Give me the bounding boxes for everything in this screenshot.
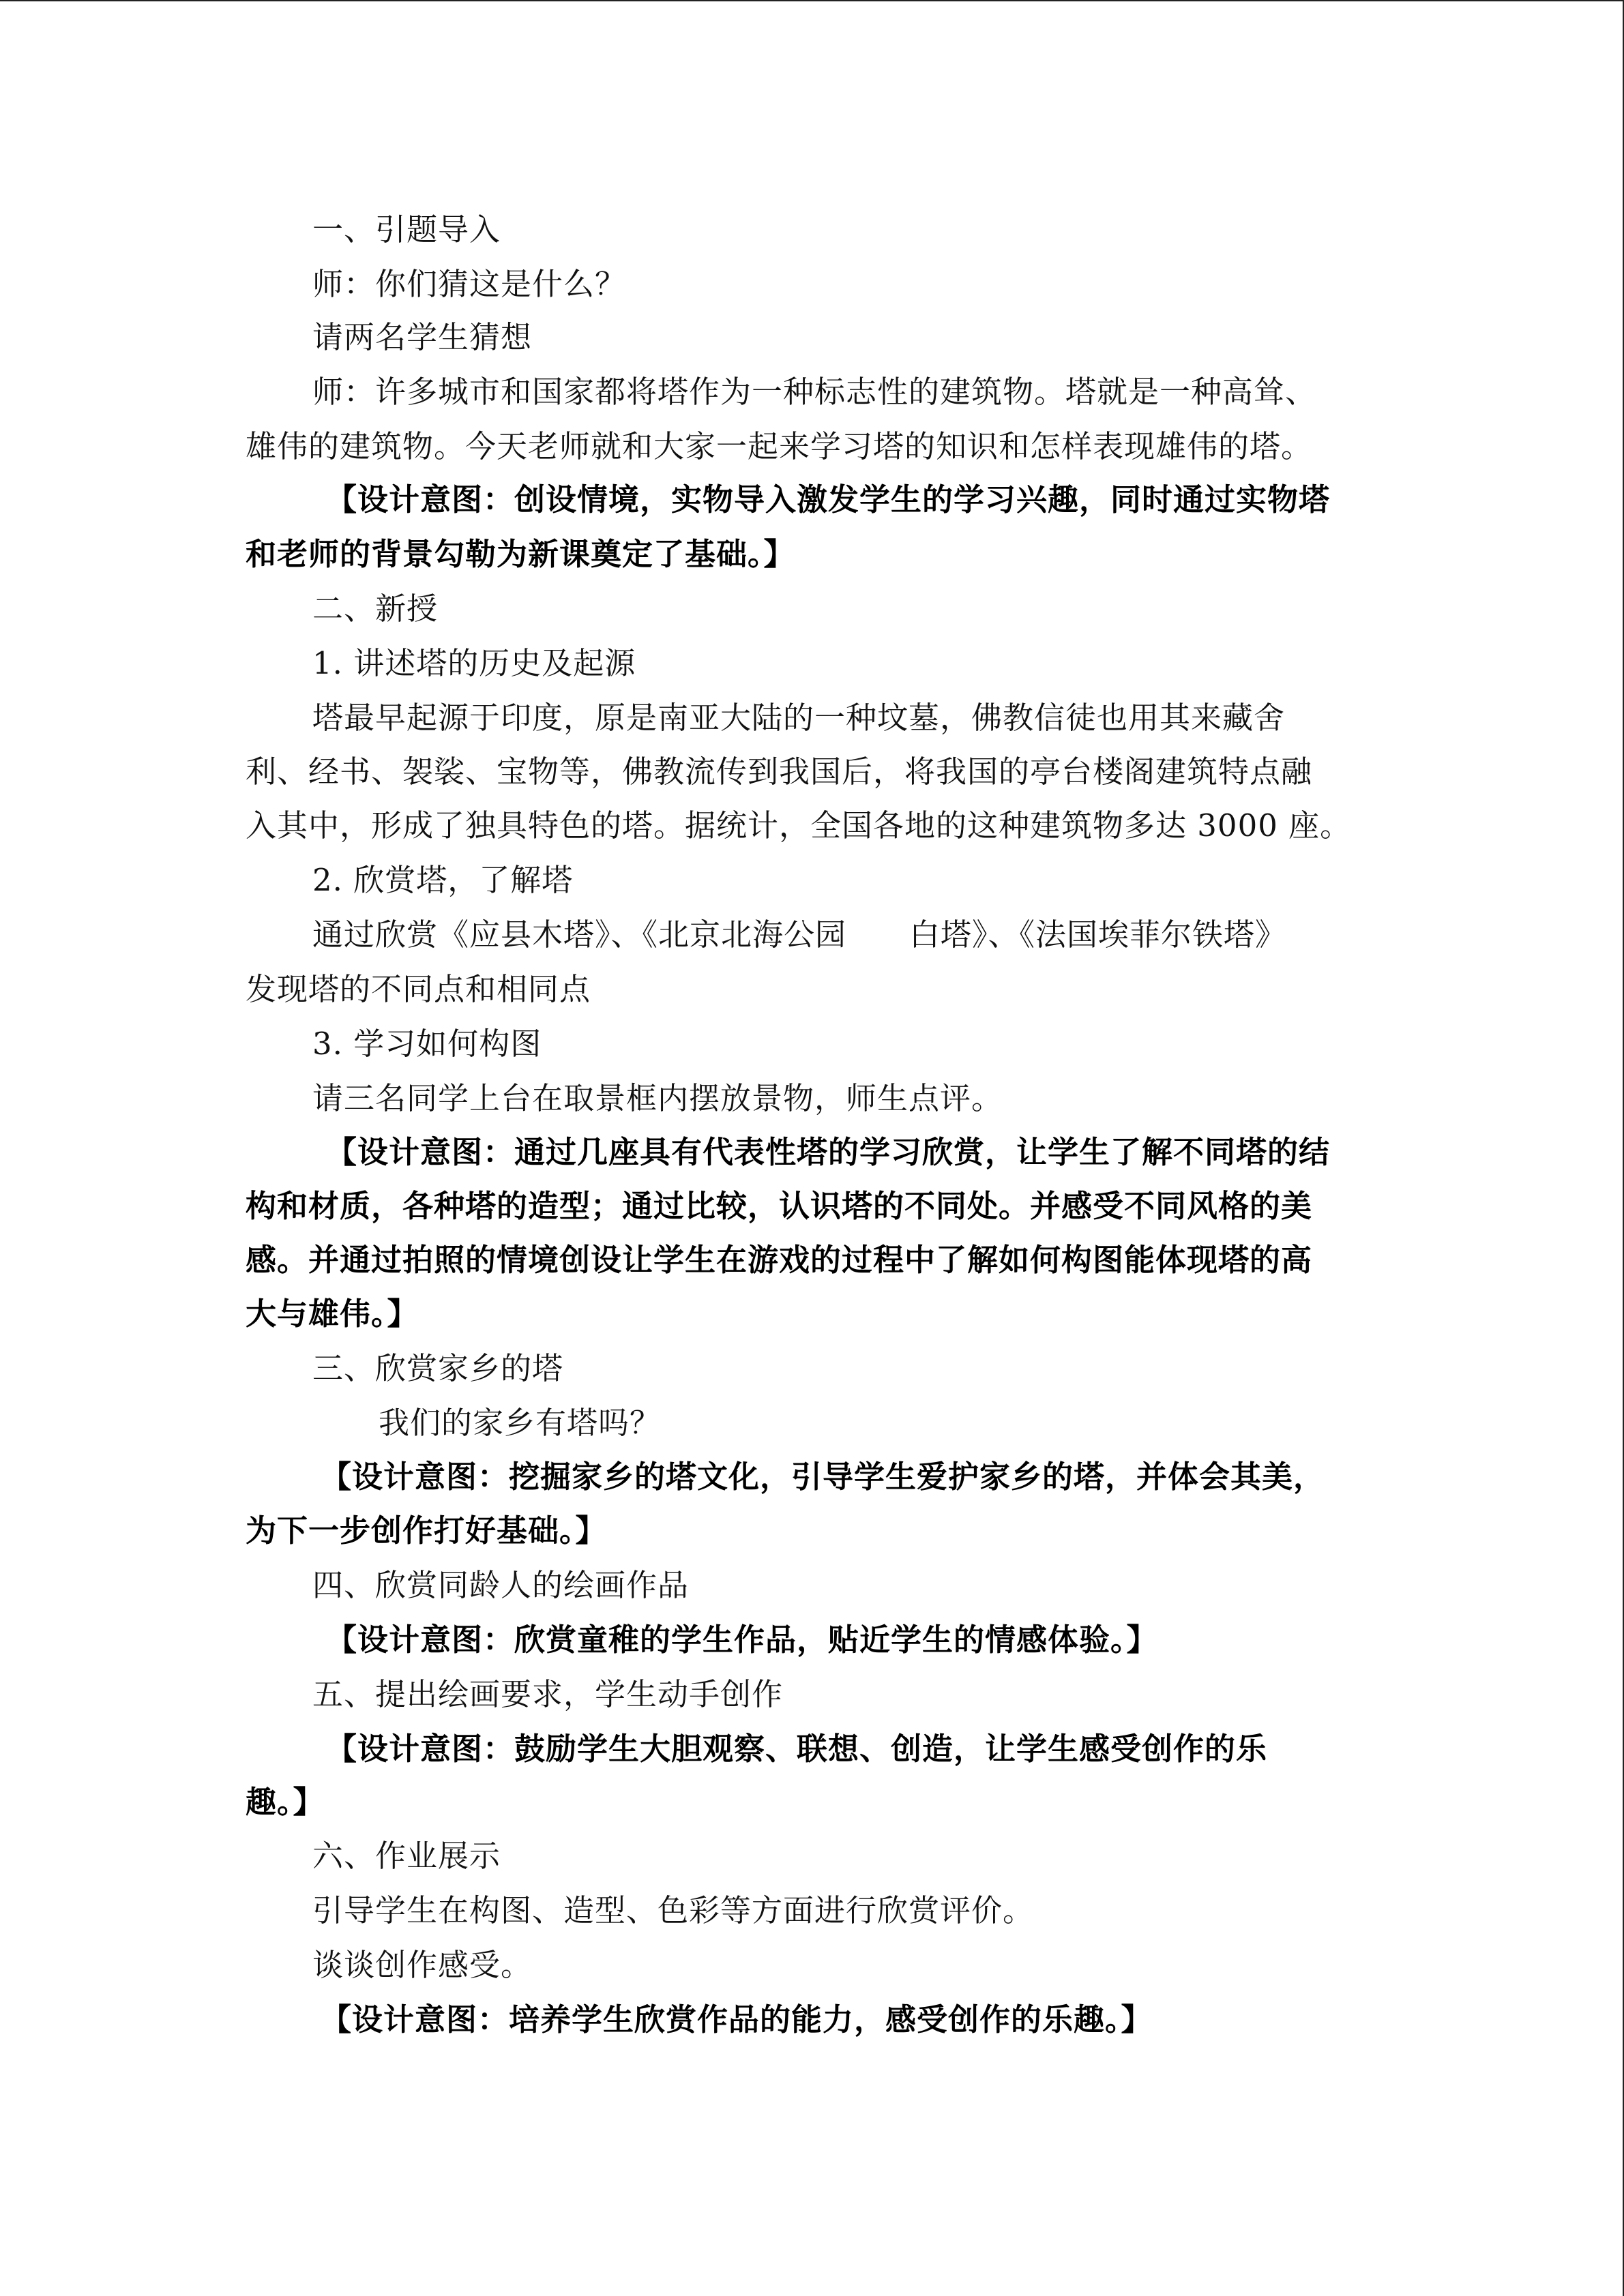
paragraph-line: 请三名同学上台在取景框内摆放景物，师生点评。 — [312, 1080, 1003, 1116]
design-intent-note: 为下一步创作打好基础。】 — [246, 1512, 607, 1549]
design-intent-note: 趣。】 — [246, 1784, 325, 1820]
section-heading: 四、欣赏同龄人的绘画作品 — [312, 1567, 690, 1603]
design-intent-note: 【设计意图：培养学生欣赏作品的能力，感受创作的乐趣。】 — [321, 2001, 1153, 2038]
paragraph-line: 发现塔的不同点和相同点 — [246, 971, 591, 1007]
paragraph-line: 通过欣赏《应县木塔》、《北京北海公园 白塔》、《法国埃菲尔铁塔》 — [312, 916, 1287, 953]
subsection-heading: 1. 讲述塔的历史及起源 — [312, 645, 636, 681]
paragraph-line: 引导学生在构图、造型、色彩等方面进行欣赏评价。 — [312, 1892, 1035, 1928]
paragraph-line: 雄伟的建筑物。今天老师就和大家一起来学习塔的知识和怎样表现雄伟的塔。 — [246, 428, 1313, 464]
subsection-heading: 3. 学习如何构图 — [312, 1026, 542, 1062]
section-heading: 二、新授 — [312, 591, 439, 627]
design-intent-note: 构和材质，各种塔的造型；通过比较，认识塔的不同处。并感受不同风格的美 — [246, 1188, 1313, 1224]
design-intent-note: 【设计意图：挖掘家乡的塔文化，引导学生爱护家乡的塔，并体会其美， — [321, 1459, 1325, 1495]
paragraph-line: 入其中，形成了独具特色的塔。据统计，全国各地的这种建筑物多达 3000 座。 — [246, 807, 1352, 844]
paragraph-line: 我们的家乡有塔吗？ — [379, 1405, 662, 1441]
design-intent-note: 【设计意图：通过几座具有代表性塔的学习欣赏，让学生了解不同塔的结 — [326, 1134, 1331, 1170]
design-intent-note: 【设计意图：鼓励学生大胆观察、联想、创造，让学生感受创作的乐 — [326, 1731, 1268, 1767]
subsection-heading: 2. 欣赏塔，了解塔 — [312, 862, 574, 898]
paragraph-line: 请两名学生猜想 — [312, 319, 533, 355]
section-heading: 五、提出绘画要求，学生动手创作 — [312, 1676, 784, 1712]
page-border-top — [0, 0, 1624, 1]
paragraph-line: 师：许多城市和国家都将塔作为一种标志性的建筑物。塔就是一种高耸、 — [312, 374, 1317, 410]
paragraph-line: 谈谈创作感受。 — [312, 1947, 533, 1983]
section-heading: 六、作业展示 — [312, 1838, 501, 1874]
section-heading: 一、引题导入 — [312, 211, 501, 248]
design-intent-note: 和老师的背景勾勒为新课奠定了基础。】 — [246, 536, 795, 572]
design-intent-note: 【设计意图：欣赏童稚的学生作品，贴近学生的情感体验。】 — [326, 1622, 1158, 1658]
paragraph-line: 师：你们猜这是什么？ — [312, 266, 627, 302]
design-intent-note: 感。并通过拍照的情境创设让学生在游戏的过程中了解如何构图能体现塔的高 — [246, 1242, 1313, 1278]
design-intent-note: 【设计意图：创设情境，实物导入激发学生的学习兴趣，同时通过实物塔 — [326, 481, 1331, 518]
design-intent-note: 大与雄伟。】 — [246, 1296, 419, 1332]
paragraph-line: 塔最早起源于印度，原是南亚大陆的一种坟墓，佛教信徒也用其来藏舍 — [312, 700, 1286, 736]
paragraph-line: 利、经书、袈裟、宝物等，佛教流传到我国后，将我国的亭台楼阁建筑特点融 — [246, 754, 1313, 790]
section-heading: 三、欣赏家乡的塔 — [312, 1350, 564, 1386]
